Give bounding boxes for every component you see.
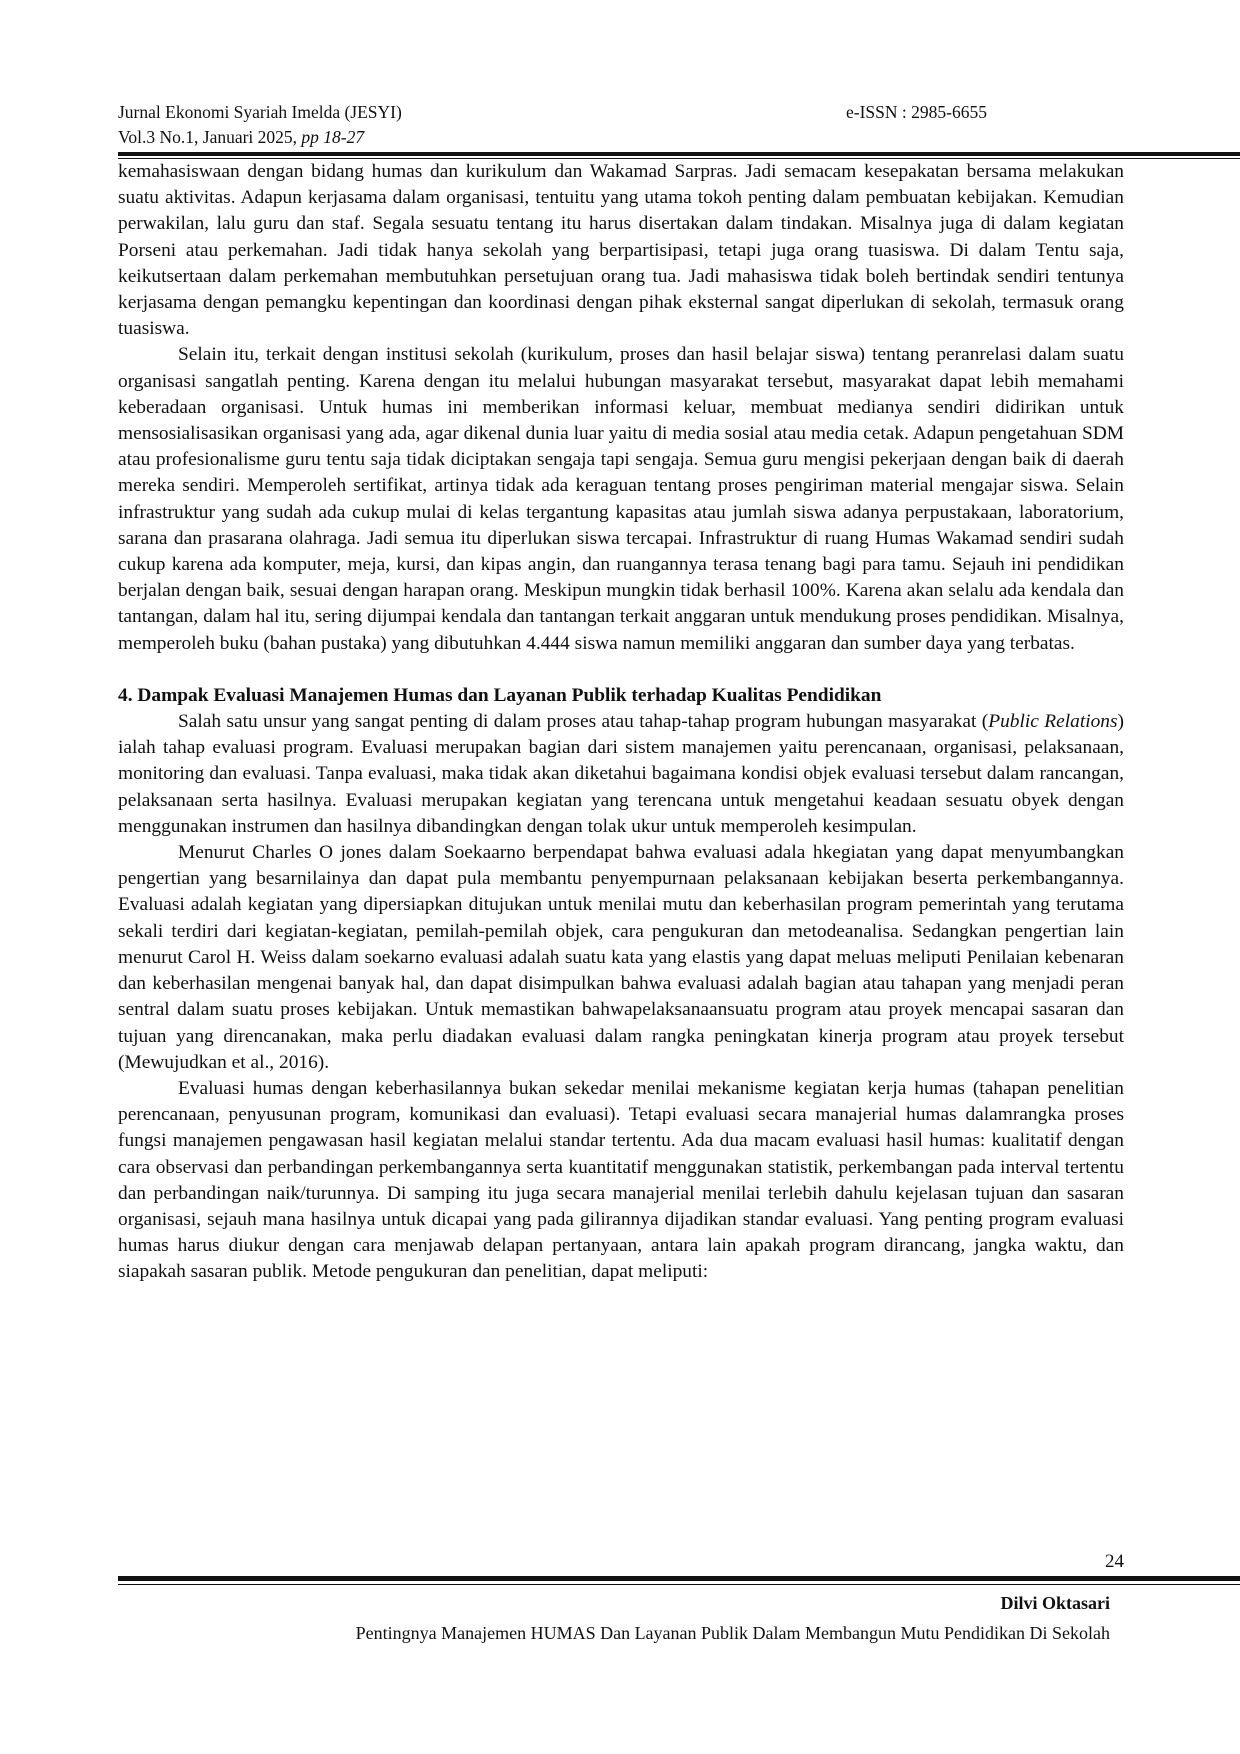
paragraph-3-part-a: Salah satu unsur yang sangat penting di dalam proses atau tahap-tahap program hubungan masyarakat ( bbox=[178, 711, 989, 733]
issn: e-ISSN : 2985-6655 bbox=[846, 102, 987, 122]
footer-article-title: Pentingnya Manajemen HUMAS Dan Layanan Publik Dalam Membangun Mutu Pendidikan Di Sekolah bbox=[355, 1623, 1110, 1643]
journal-name: Jurnal Ekonomi Syariah Imelda (JESYI) bbox=[118, 102, 402, 122]
volume-issue: Vol.3 No.1, Januari 2025, bbox=[118, 127, 302, 147]
header-rule-thick bbox=[118, 152, 1240, 156]
footer-rule-thin bbox=[118, 1584, 1240, 1585]
section-heading: 4. Dampak Evaluasi Manajemen Humas dan Layanan Publik terhadap Kualitas Pendidikan bbox=[118, 684, 882, 706]
article-body bbox=[118, 159, 1124, 1286]
paragraph-5: Evaluasi humas dengan keberhasilannya bukan sekedar menilai mekanisme kegiatan kerja humas (tahapan penelitian perencanaan, penyusunan program, komunikasi dan evaluasi). Tetapi evaluasi secara manajerial humas dalamrangka proses fungsi manajemen pengawasan hasil kegiatan melalui standar tertentu. Ada dua macam evaluasi hasil humas: kualitatif dengan cara observasi dan perbandingan perkembangannya serta kuantitatif menggunakan statistik, perkembangan pada interval tertentu dan perbandingan naik/turunnya. Di samping itu juga secara manajerial menilai terlebih dahulu kejelasan tujuan dan sasaran organisasi, sejauh mana hasilnya untuk dicapai yang pada gilirannya dijadikan standar evaluasi. Yang penting program evaluasi humas harus diukur dengan cara menjawab delapan pertanyaan, antara lain apakah program dirancang, jangka waktu, dan siapakah sasaran publik. Metode pengukuran dan penelitian, dapat meliputi: bbox=[118, 1077, 1124, 1283]
running-header bbox=[118, 100, 1240, 150]
paragraph-3 bbox=[118, 709, 1124, 840]
footer-rule-thick bbox=[118, 1576, 1240, 1581]
page-range: pp 18-27 bbox=[301, 127, 365, 147]
running-footer bbox=[356, 1588, 1110, 1648]
footer-author: Dilvi Oktasari bbox=[1000, 1593, 1110, 1613]
paragraph-3-part-b: ) ialah tahap evaluasi program. Evaluasi merupakan bagian dari sistem manajemen yaitu perencanaan, organisasi, pelaksanaan, monitoring dan evaluasi. Tanpa evaluasi, maka tidak akan diketahui bagaimana kondisi objek evaluasi tersebut dalam rancangan, pelaksanaan serta hasilnya. Evaluasi merupakan kegiatan yang terencana untuk mengetahui keadaan sesuatu obyek dengan menggunakan instrumen dan hasilnya dibandingkan dengan tolak ukur untuk memperoleh kesimpulan. bbox=[118, 711, 1124, 837]
paragraph-2: Selain itu, terkait dengan institusi sekolah (kurikulum, proses dan hasil belajar siswa) tentang peranrelasi dalam suatu organisasi sangatlah penting. Karena dengan itu melalui hubungan masyarakat tersebut, masyarakat dapat lebih memahami keberadaan organisasi. Untuk humas ini memberikan informasi keluar, membuat medianya sendiri didirikan untuk mensosialisasikan organisasi yang ada, agar dikenal dunia luar yaitu di media sosial atau media cetak. Adapun pengetahuan SDM atau profesionalisme guru tentu saja tidak diciptakan sengaja tapi sengaja. Semua guru mengisi pekerjaan dengan baik di daerah mereka sendiri. Memperoleh sertifikat, artinya tidak ada keraguan tentang proses pengiriman material mengajar siswa. Selain infrastruktur yang sudah ada cukup mulai di kelas tergantung kapasitas atau jumlah siswa adanya perpustakaan, laboratorium, sarana dan prasarana olahraga. Jadi semua itu diperlukan siswa tercapai. Infrastruktur di ruang Humas Wakamad sendiri sudah cukup karena ada komputer, meja, kursi, dan kipas angin, dan ruangannya terasa tenang bagi para tamu. Sejauh ini pendidikan berjalan dengan baik, sesuai dengan harapan orang. Meskipun mungkin tidak berhasil 100%. Karena akan selalu ada kendala dan tantangan, dalam hal itu, sering dijumpai kendala dan tantangan terkait anggaran untuk mendukung proses pendidikan. Misalnya, memperoleh buku (bahan pustaka) yang dibutuhkan 4.444 siswa namun memiliki anggaran dan sumber daya yang terbatas. bbox=[118, 344, 1124, 654]
volume-info bbox=[118, 125, 364, 150]
paragraph-1: kemahasiswaan dengan bidang humas dan kurikulum dan Wakamad Sarpras. Jadi semacam kesepakatan bersama melakukan suatu aktivitas. Adapun kerjasama dalam organisasi, tentuitu yang utama tokoh penting dalam pembuatan kebijakan. Kemudian perwakilan, lalu guru dan staf. Segala sesuatu tentang itu harus disertakan dalam tindakan. Misalnya juga di dalam kegiatan Porseni atau perkemahan. Jadi tidak hanya sekolah yang berpartisipasi, tetapi juga orang tuasiswa. Di dalam Tentu saja, keikutsertaan dalam perkemahan membutuhkan persetujuan orang tua. Jadi mahasiswa tidak boleh bertindak sendiri tentunya kerjasama dengan pemangku kepentingan dan koordinasi dengan pihak eksternal sangat diperlukan di sekolah, termasuk orang tuasiswa. bbox=[118, 161, 1124, 340]
paragraph-4: Menurut Charles O jones dalam Soekaarno berpendapat bahwa evaluasi adala hkegiatan yang dapat menyumbangkan pengertian yang besarnilainya dan dapat pula membantu penyempurnaan pelaksanaan kebijakan beserta perkembangannya. Evaluasi adalah kegiatan yang dipersiapkan ditujukan untuk menilai mutu dan keberhasilan program pemerintah yang terutama sekali terdiri dari kegiatan-kegiatan, pemilah-pemilah objek, cara pengukuran dan metodeanalisa. Sedangkan pengertian lain menurut Carol H. Weiss dalam soekarno evaluasi adalah suatu kata yang elastis yang dapat meluas meliputi Penilaian kebenaran dan keberhasilan mengenai banyak hal, dan dapat disimpulkan bahwa evaluasi adalah bagian atau tahapan yang menjadi peran sentral dalam suatu proses kebijakan. Untuk memastikan bahwapelaksanaansuatu program atau proyek mencapai sasaran dan tujuan yang direncanakan, maka perlu diadakan evaluasi dalam rangka peningkatan kinerja program atau proyek tersebut (Mewujudkan et al., 2016). bbox=[118, 842, 1124, 1073]
paragraph-3-emphasis: Public Relations bbox=[988, 711, 1118, 733]
page-number: 24 bbox=[1105, 1551, 1124, 1572]
